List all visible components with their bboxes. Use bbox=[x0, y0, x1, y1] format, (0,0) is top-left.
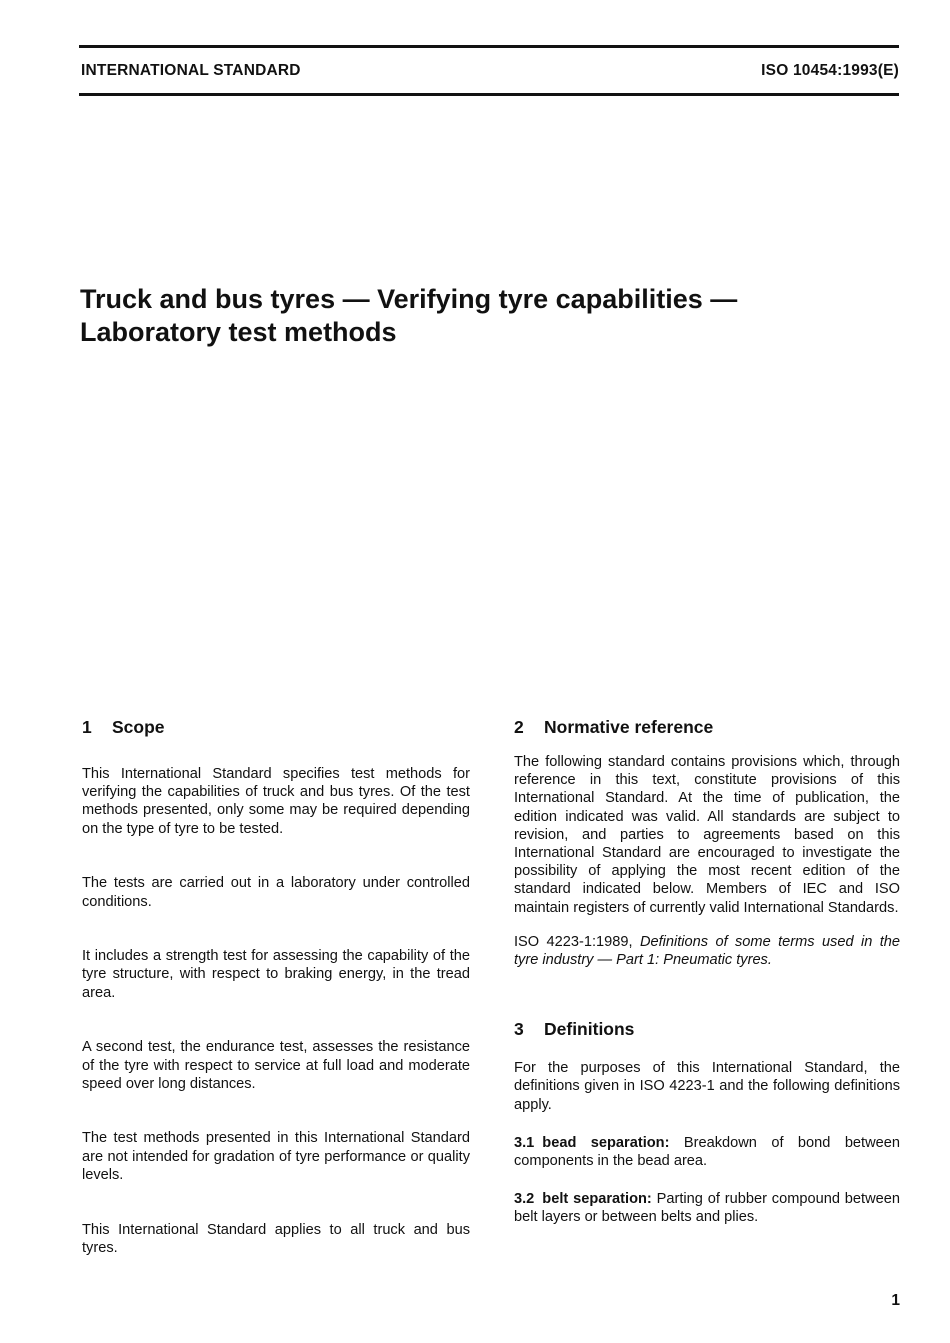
definition-belt-separation bbox=[514, 1190, 900, 1226]
section-title: Normative reference bbox=[544, 717, 714, 737]
section-number: 2 bbox=[514, 717, 524, 737]
section-number: 3 bbox=[514, 1019, 524, 1040]
definition-number: 3.2 bbox=[514, 1191, 535, 1208]
scope-paragraph-6: This International Standard applies to all truck and bus tyres. bbox=[82, 1221, 470, 1256]
scope-paragraph-3: It includes a strength test for assessing the capability of the tyre structure, with respect to braking energy, in the tread area. bbox=[82, 948, 470, 1001]
definition-text: Breakdown of bond between components in the bead area. bbox=[514, 1134, 900, 1170]
reference-entry bbox=[514, 933, 900, 969]
title-line-2: Laboratory test methods bbox=[80, 317, 397, 347]
section-number: 1 bbox=[82, 717, 92, 737]
definition-bead-separation bbox=[514, 1134, 900, 1170]
header-top-rule bbox=[79, 45, 899, 48]
section-title: Definitions bbox=[544, 1019, 635, 1040]
section-heading-normative-reference bbox=[514, 713, 900, 741]
definition-text: Parting of rubber compound between belt layers or between belts and plies. bbox=[514, 1191, 900, 1226]
document-type-label: INTERNATIONAL STANDARD bbox=[81, 62, 301, 79]
scope-paragraph-4: A second test, the endurance test, assesses the resistance of the tyre with respect to service at full load and moderate speed over long distances. bbox=[82, 1039, 470, 1092]
definitions-intro: For the purposes of this International Standard, the definitions given in ISO 4223-1 and the following definitions apply. bbox=[514, 1060, 900, 1113]
right-column bbox=[514, 713, 900, 1227]
left-column bbox=[82, 713, 470, 1257]
section-title: Scope bbox=[112, 717, 165, 737]
scope-paragraph-5: The test methods presented in this International Standard are not intended for gradation of tyre performance or quality levels. bbox=[82, 1130, 470, 1183]
page-number: 1 bbox=[891, 1292, 900, 1309]
header-bottom-rule bbox=[79, 93, 899, 96]
normative-reference-paragraph: The following standard contains provisions which, through reference in this text, constitute provisions of this International Standard. At the time of publication, the edition indicated was valid. All standards are subject to revision, and parties to agreements based on this International Standard are encouraged to investigate the possibility of applying the most recent edition of the standard indicated below. Members of IEC and ISO maintain registers of currently valid International Standards. bbox=[514, 754, 900, 916]
reference-title: Definitions of some terms used in the tyre industry — Part 1: Pneumatic tyres. bbox=[514, 933, 900, 969]
section-heading-definitions bbox=[514, 1015, 900, 1043]
scope-paragraph-2: The tests are carried out in a laboratory under controlled conditions. bbox=[82, 875, 470, 910]
definition-term: belt separation: bbox=[542, 1191, 652, 1208]
document-title bbox=[80, 283, 880, 349]
definition-number: 3.1 bbox=[514, 1134, 535, 1151]
reference-code: ISO 4223-1:1989, bbox=[514, 933, 633, 950]
title-line-1: Truck and bus tyres — Verifying tyre capabilities — bbox=[80, 284, 738, 314]
definition-term: bead separation: bbox=[542, 1134, 670, 1151]
scope-paragraph-1: This International Standard specifies test methods for verifying the capabilities of truck and bus tyres. Of the test methods presented, only some may be required depending on the type of tyre to be tested. bbox=[82, 766, 470, 837]
standard-number-label: ISO 10454:1993(E) bbox=[761, 62, 899, 79]
section-heading-scope bbox=[82, 713, 470, 741]
